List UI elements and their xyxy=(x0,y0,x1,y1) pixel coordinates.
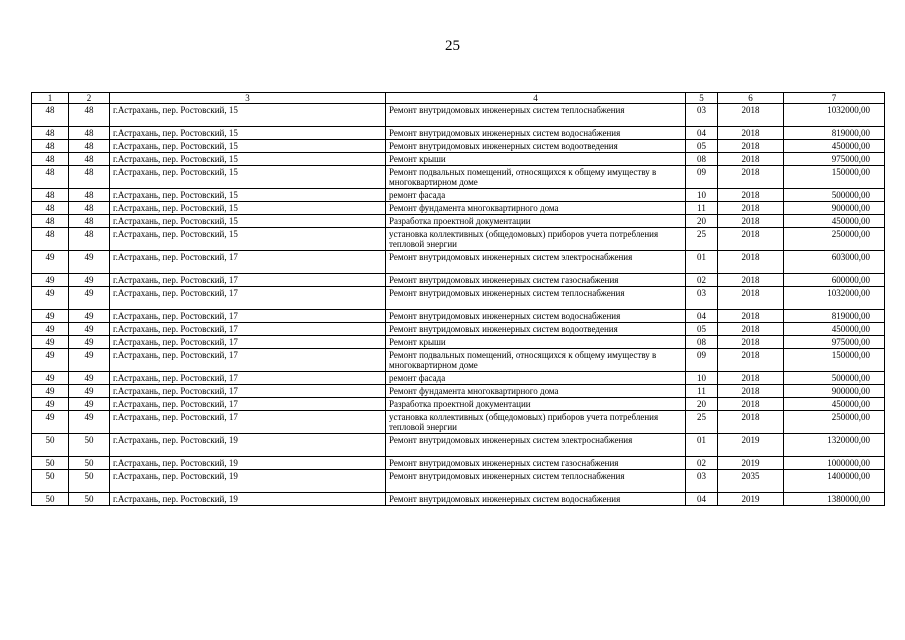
row-number-cell: 49 xyxy=(32,349,69,372)
address-cell: г.Астрахань, пер. Ростовский, 17 xyxy=(110,323,386,336)
work-type-cell: Ремонт внутридомовых инженерных систем водоснабжения xyxy=(386,127,686,140)
column-header-4: 4 xyxy=(386,93,686,104)
cost-cell: 1032000,00 xyxy=(784,104,885,127)
row-number-cell: 49 xyxy=(32,336,69,349)
item-number-cell: 48 xyxy=(69,228,110,251)
table-body xyxy=(32,104,885,506)
column-header-3: 3 xyxy=(110,93,386,104)
column-header-2: 2 xyxy=(69,93,110,104)
work-type-cell: Ремонт подвальных помещений, относящихся к общему имуществу в многоквартирном доме xyxy=(386,349,686,372)
cost-cell: 900000,00 xyxy=(784,202,885,215)
table-row xyxy=(32,470,885,493)
work-code-cell: 09 xyxy=(686,166,718,189)
table-row xyxy=(32,493,885,506)
item-number-cell: 49 xyxy=(69,251,110,274)
item-number-cell: 48 xyxy=(69,104,110,127)
address-cell: г.Астрахань, пер. Ростовский, 15 xyxy=(110,127,386,140)
work-type-cell: Ремонт внутридомовых инженерных систем газоснабжения xyxy=(386,274,686,287)
item-number-cell: 50 xyxy=(69,457,110,470)
row-number-cell: 48 xyxy=(32,166,69,189)
address-cell: г.Астрахань, пер. Ростовский, 17 xyxy=(110,251,386,274)
address-cell: г.Астрахань, пер. Ростовский, 15 xyxy=(110,153,386,166)
row-number-cell: 49 xyxy=(32,287,69,310)
table-row xyxy=(32,166,885,189)
work-type-cell: Ремонт внутридомовых инженерных систем теплоснабжения xyxy=(386,287,686,310)
table-row xyxy=(32,398,885,411)
row-number-cell: 49 xyxy=(32,398,69,411)
address-cell: г.Астрахань, пер. Ростовский, 19 xyxy=(110,493,386,506)
work-code-cell: 11 xyxy=(686,385,718,398)
cost-cell: 150000,00 xyxy=(784,166,885,189)
cost-cell: 450000,00 xyxy=(784,140,885,153)
table-row xyxy=(32,310,885,323)
table-row xyxy=(32,372,885,385)
cost-cell: 600000,00 xyxy=(784,274,885,287)
year-cell: 2018 xyxy=(718,202,784,215)
address-cell: г.Астрахань, пер. Ростовский, 17 xyxy=(110,372,386,385)
row-number-cell: 48 xyxy=(32,215,69,228)
row-number-cell: 48 xyxy=(32,140,69,153)
address-cell: г.Астрахань, пер. Ростовский, 15 xyxy=(110,228,386,251)
table-row xyxy=(32,189,885,202)
year-cell: 2018 xyxy=(718,349,784,372)
address-cell: г.Астрахань, пер. Ростовский, 15 xyxy=(110,104,386,127)
work-code-cell: 01 xyxy=(686,434,718,457)
address-cell: г.Астрахань, пер. Ростовский, 19 xyxy=(110,470,386,493)
row-number-cell: 49 xyxy=(32,251,69,274)
table-row xyxy=(32,215,885,228)
cost-cell: 500000,00 xyxy=(784,372,885,385)
row-number-cell: 49 xyxy=(32,385,69,398)
column-header-5: 5 xyxy=(686,93,718,104)
work-code-cell: 10 xyxy=(686,372,718,385)
table-row xyxy=(32,274,885,287)
work-code-cell: 04 xyxy=(686,310,718,323)
table-row xyxy=(32,104,885,127)
cost-cell: 250000,00 xyxy=(784,411,885,434)
item-number-cell: 49 xyxy=(69,398,110,411)
address-cell: г.Астрахань, пер. Ростовский, 17 xyxy=(110,287,386,310)
year-cell: 2018 xyxy=(718,372,784,385)
address-cell: г.Астрахань, пер. Ростовский, 17 xyxy=(110,411,386,434)
address-cell: г.Астрахань, пер. Ростовский, 15 xyxy=(110,202,386,215)
cost-cell: 1000000,00 xyxy=(784,457,885,470)
address-cell: г.Астрахань, пер. Ростовский, 17 xyxy=(110,336,386,349)
cost-cell: 1380000,00 xyxy=(784,493,885,506)
work-type-cell: Ремонт крыши xyxy=(386,153,686,166)
table-row xyxy=(32,411,885,434)
work-type-cell: Ремонт внутридомовых инженерных систем газоснабжения xyxy=(386,457,686,470)
cost-cell: 900000,00 xyxy=(784,385,885,398)
item-number-cell: 48 xyxy=(69,202,110,215)
year-cell: 2018 xyxy=(718,228,784,251)
work-type-cell: Ремонт внутридомовых инженерных систем водоотведения xyxy=(386,323,686,336)
work-code-cell: 01 xyxy=(686,251,718,274)
column-header-1: 1 xyxy=(32,93,69,104)
item-number-cell: 50 xyxy=(69,434,110,457)
repair-schedule-table xyxy=(31,92,885,506)
row-number-cell: 49 xyxy=(32,411,69,434)
work-type-cell: Ремонт внутридомовых инженерных систем электроснабжения xyxy=(386,434,686,457)
row-number-cell: 49 xyxy=(32,323,69,336)
item-number-cell: 48 xyxy=(69,140,110,153)
address-cell: г.Астрахань, пер. Ростовский, 17 xyxy=(110,385,386,398)
work-type-cell: Ремонт внутридомовых инженерных систем теплоснабжения xyxy=(386,104,686,127)
address-cell: г.Астрахань, пер. Ростовский, 15 xyxy=(110,215,386,228)
table-row xyxy=(32,323,885,336)
work-code-cell: 09 xyxy=(686,349,718,372)
address-cell: г.Астрахань, пер. Ростовский, 17 xyxy=(110,349,386,372)
work-type-cell: Ремонт подвальных помещений, относящихся к общему имуществу в многоквартирном доме xyxy=(386,166,686,189)
row-number-cell: 49 xyxy=(32,372,69,385)
item-number-cell: 48 xyxy=(69,127,110,140)
table-row xyxy=(32,457,885,470)
address-cell: г.Астрахань, пер. Ростовский, 17 xyxy=(110,274,386,287)
work-type-cell: Ремонт внутридомовых инженерных систем водоснабжения xyxy=(386,310,686,323)
item-number-cell: 50 xyxy=(69,493,110,506)
work-type-cell: установка коллективных (общедомовых) приборов учета потребления тепловой энергии xyxy=(386,411,686,434)
year-cell: 2018 xyxy=(718,166,784,189)
item-number-cell: 49 xyxy=(69,274,110,287)
table-row xyxy=(32,336,885,349)
work-type-cell: Ремонт внутридомовых инженерных систем водоотведения xyxy=(386,140,686,153)
work-type-cell: Ремонт внутридомовых инженерных систем водоснабжения xyxy=(386,493,686,506)
year-cell: 2018 xyxy=(718,251,784,274)
cost-cell: 450000,00 xyxy=(784,215,885,228)
cost-cell: 819000,00 xyxy=(784,310,885,323)
work-code-cell: 25 xyxy=(686,411,718,434)
cost-cell: 450000,00 xyxy=(784,323,885,336)
work-code-cell: 20 xyxy=(686,398,718,411)
cost-cell: 819000,00 xyxy=(784,127,885,140)
year-cell: 2019 xyxy=(718,493,784,506)
work-code-cell: 20 xyxy=(686,215,718,228)
work-code-cell: 02 xyxy=(686,457,718,470)
work-type-cell: ремонт фасада xyxy=(386,189,686,202)
work-type-cell: Ремонт внутридомовых инженерных систем теплоснабжения xyxy=(386,470,686,493)
work-code-cell: 11 xyxy=(686,202,718,215)
column-header-7: 7 xyxy=(784,93,885,104)
cost-cell: 1400000,00 xyxy=(784,470,885,493)
row-number-cell: 49 xyxy=(32,274,69,287)
work-code-cell: 10 xyxy=(686,189,718,202)
year-cell: 2018 xyxy=(718,127,784,140)
table-row xyxy=(32,153,885,166)
item-number-cell: 50 xyxy=(69,470,110,493)
work-code-cell: 05 xyxy=(686,323,718,336)
table-row xyxy=(32,140,885,153)
year-cell: 2018 xyxy=(718,104,784,127)
table-row xyxy=(32,228,885,251)
year-cell: 2018 xyxy=(718,385,784,398)
year-cell: 2018 xyxy=(718,336,784,349)
year-cell: 2019 xyxy=(718,434,784,457)
work-type-cell: Разработка проектной документации xyxy=(386,398,686,411)
work-type-cell: Ремонт внутридомовых инженерных систем электроснабжения xyxy=(386,251,686,274)
address-cell: г.Астрахань, пер. Ростовский, 15 xyxy=(110,189,386,202)
work-code-cell: 03 xyxy=(686,470,718,493)
year-cell: 2018 xyxy=(718,287,784,310)
item-number-cell: 48 xyxy=(69,153,110,166)
item-number-cell: 49 xyxy=(69,287,110,310)
cost-cell: 1320000,00 xyxy=(784,434,885,457)
cost-cell: 603000,00 xyxy=(784,251,885,274)
work-type-cell: Разработка проектной документации xyxy=(386,215,686,228)
address-cell: г.Астрахань, пер. Ростовский, 15 xyxy=(110,166,386,189)
cost-cell: 500000,00 xyxy=(784,189,885,202)
work-code-cell: 05 xyxy=(686,140,718,153)
work-type-cell: Ремонт фундамента многоквартирного дома xyxy=(386,202,686,215)
row-number-cell: 50 xyxy=(32,470,69,493)
column-header-6: 6 xyxy=(718,93,784,104)
address-cell: г.Астрахань, пер. Ростовский, 19 xyxy=(110,457,386,470)
cost-cell: 150000,00 xyxy=(784,349,885,372)
year-cell: 2019 xyxy=(718,457,784,470)
table-row xyxy=(32,251,885,274)
year-cell: 2018 xyxy=(718,323,784,336)
table-row xyxy=(32,385,885,398)
item-number-cell: 49 xyxy=(69,336,110,349)
cost-cell: 450000,00 xyxy=(784,398,885,411)
table-row xyxy=(32,287,885,310)
table-row xyxy=(32,349,885,372)
year-cell: 2018 xyxy=(718,398,784,411)
item-number-cell: 49 xyxy=(69,349,110,372)
year-cell: 2018 xyxy=(718,189,784,202)
work-code-cell: 03 xyxy=(686,287,718,310)
work-type-cell: Ремонт фундамента многоквартирного дома xyxy=(386,385,686,398)
work-code-cell: 04 xyxy=(686,493,718,506)
address-cell: г.Астрахань, пер. Ростовский, 17 xyxy=(110,310,386,323)
work-type-cell: установка коллективных (общедомовых) приборов учета потребления тепловой энергии xyxy=(386,228,686,251)
row-number-cell: 50 xyxy=(32,493,69,506)
item-number-cell: 49 xyxy=(69,310,110,323)
row-number-cell: 48 xyxy=(32,153,69,166)
row-number-cell: 48 xyxy=(32,104,69,127)
work-type-cell: ремонт фасада xyxy=(386,372,686,385)
cost-cell: 975000,00 xyxy=(784,153,885,166)
address-cell: г.Астрахань, пер. Ростовский, 19 xyxy=(110,434,386,457)
year-cell: 2018 xyxy=(718,153,784,166)
page-number: 25 xyxy=(445,38,460,54)
item-number-cell: 49 xyxy=(69,372,110,385)
year-cell: 2018 xyxy=(718,411,784,434)
table-row xyxy=(32,434,885,457)
row-number-cell: 48 xyxy=(32,202,69,215)
work-code-cell: 02 xyxy=(686,274,718,287)
year-cell: 2018 xyxy=(718,274,784,287)
table-header-row xyxy=(32,93,885,104)
row-number-cell: 50 xyxy=(32,457,69,470)
table-row xyxy=(32,202,885,215)
work-type-cell: Ремонт крыши xyxy=(386,336,686,349)
table-row xyxy=(32,127,885,140)
year-cell: 2018 xyxy=(718,310,784,323)
item-number-cell: 48 xyxy=(69,166,110,189)
year-cell: 2035 xyxy=(718,470,784,493)
item-number-cell: 48 xyxy=(69,215,110,228)
cost-cell: 250000,00 xyxy=(784,228,885,251)
item-number-cell: 49 xyxy=(69,385,110,398)
work-code-cell: 04 xyxy=(686,127,718,140)
row-number-cell: 48 xyxy=(32,189,69,202)
year-cell: 2018 xyxy=(718,215,784,228)
work-code-cell: 25 xyxy=(686,228,718,251)
row-number-cell: 48 xyxy=(32,127,69,140)
item-number-cell: 49 xyxy=(69,323,110,336)
cost-cell: 975000,00 xyxy=(784,336,885,349)
row-number-cell: 48 xyxy=(32,228,69,251)
row-number-cell: 49 xyxy=(32,310,69,323)
year-cell: 2018 xyxy=(718,140,784,153)
item-number-cell: 48 xyxy=(69,189,110,202)
work-code-cell: 08 xyxy=(686,153,718,166)
item-number-cell: 49 xyxy=(69,411,110,434)
row-number-cell: 50 xyxy=(32,434,69,457)
work-code-cell: 03 xyxy=(686,104,718,127)
cost-cell: 1032000,00 xyxy=(784,287,885,310)
work-code-cell: 08 xyxy=(686,336,718,349)
address-cell: г.Астрахань, пер. Ростовский, 17 xyxy=(110,398,386,411)
address-cell: г.Астрахань, пер. Ростовский, 15 xyxy=(110,140,386,153)
